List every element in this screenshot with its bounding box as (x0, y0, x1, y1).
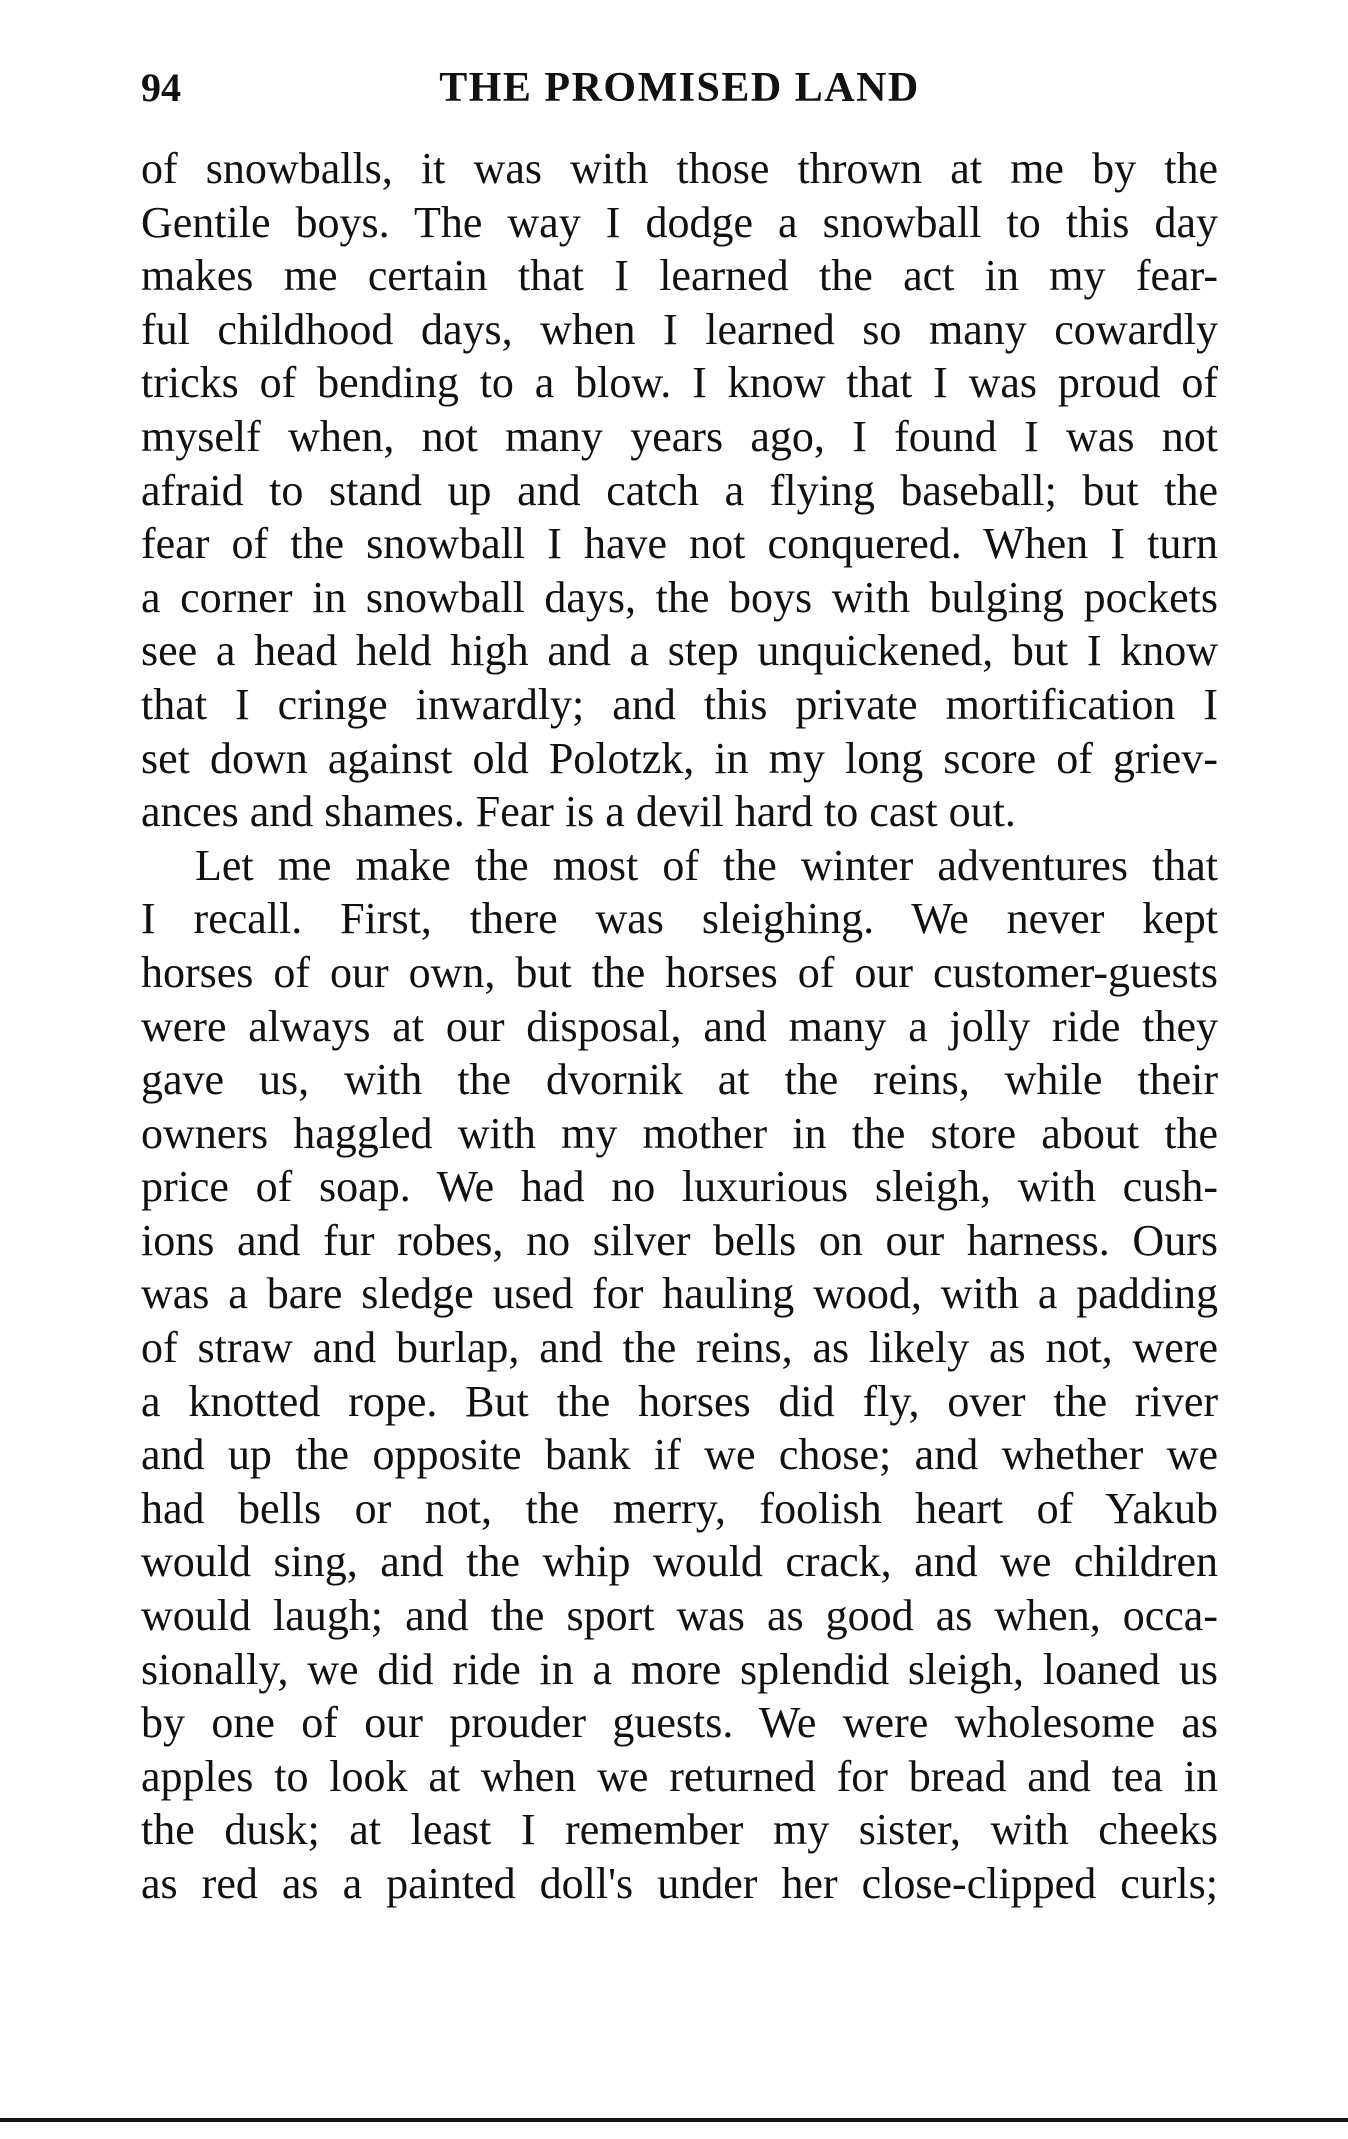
text-line: ances and shames. Fear is a devil hard to cast out. (141, 787, 1016, 837)
text-line: a knotted rope. But the horses did fly, over the river (141, 1376, 1218, 1426)
paragraph-1 (141, 142, 1218, 839)
body-text (141, 142, 1218, 1911)
text-line: the dusk; at least I remember my sister, with cheeks (141, 1805, 1218, 1855)
text-line: that I cringe inwardly; and this private mortification I (141, 679, 1218, 729)
text-line: price of soap. We had no luxurious sleigh, with cush- (141, 1162, 1218, 1212)
text-line: sionally, we did ride in a more splendid sleigh, loaned us (141, 1644, 1218, 1694)
text-line: makes me certain that I learned the act in my fear- (141, 251, 1218, 301)
text-line: was a bare sledge used for hauling wood, with a padding (141, 1269, 1218, 1319)
text-line: would laugh; and the sport was as good as when, occa- (141, 1591, 1218, 1641)
text-line: were always at our disposal, and many a jolly ride they (141, 1001, 1218, 1051)
text-line: ions and fur robes, no silver bells on our harness. Ours (141, 1215, 1218, 1265)
text-line: myself when, not many years ago, I found I was not (141, 411, 1218, 461)
text-line: gave us, with the dvornik at the reins, while their (141, 1055, 1218, 1105)
text-line: fear of the snowball I have not conquered. When I turn (141, 519, 1218, 569)
text-line: set down against old Polotzk, in my long score of griev- (141, 733, 1218, 783)
text-line: would sing, and the whip would crack, and we children (141, 1537, 1218, 1587)
text-line: had bells or not, the merry, foolish heart of Yakub (141, 1483, 1218, 1533)
text-line: of straw and burlap, and the reins, as likely as not, were (141, 1323, 1218, 1373)
text-line: Let me make the most of the winter adventures that (195, 840, 1218, 890)
text-line: and up the opposite bank if we chose; and whether we (141, 1430, 1218, 1480)
text-line: I recall. First, there was sleighing. We never kept (141, 894, 1218, 944)
text-line: apples to look at when we returned for bread and tea in (141, 1751, 1218, 1801)
bottom-rule (0, 2118, 1348, 2122)
text-line: horses of our own, but the horses of our customer-guests (141, 947, 1218, 997)
text-line: afraid to stand up and catch a flying baseball; but the (141, 465, 1218, 515)
text-line: Gentile boys. The way I dodge a snowball to this day (141, 197, 1218, 247)
text-line: ful childhood days, when I learned so many cowardly (141, 304, 1218, 354)
text-line: as red as a painted doll's under her close-clipped curls; (141, 1859, 1218, 1908)
text-line: by one of our prouder guests. We were wholesome as (141, 1698, 1218, 1748)
text-line: owners haggled with my mother in the store about the (141, 1108, 1218, 1158)
page-header (141, 58, 1218, 118)
running-title: THE PROMISED LAND (439, 65, 920, 111)
text-line: of snowballs, it was with those thrown at me by the (141, 144, 1218, 193)
text-line: see a head held high and a step unquickened, but I know (141, 626, 1218, 676)
page-number: 94 (141, 65, 181, 110)
paragraph-2 (141, 839, 1218, 1911)
text-line: tricks of bending to a blow. I know that I was proud of (141, 358, 1218, 408)
text-line: a corner in snowball days, the boys with bulging pockets (141, 572, 1218, 622)
